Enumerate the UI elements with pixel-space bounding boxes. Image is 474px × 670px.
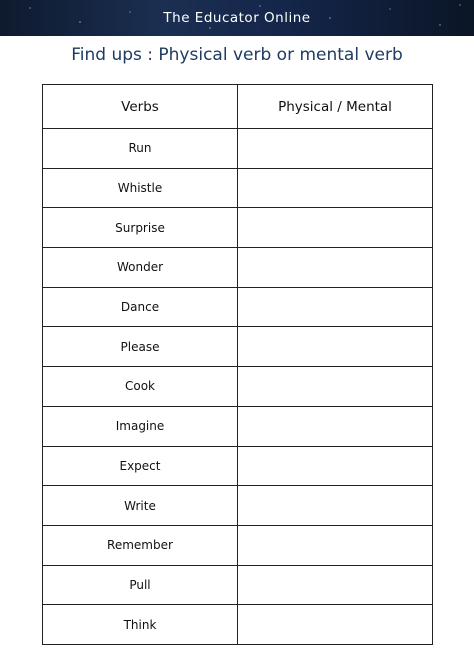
verb-cell: Run — [43, 129, 238, 169]
verb-cell: Cook — [43, 367, 238, 407]
header-banner — [0, 0, 474, 36]
table-row — [43, 446, 433, 486]
table-row — [43, 208, 433, 248]
table-header-row — [43, 85, 433, 129]
answer-cell[interactable] — [238, 129, 433, 169]
answer-cell[interactable] — [238, 208, 433, 248]
answer-cell[interactable] — [238, 565, 433, 605]
answer-cell[interactable] — [238, 446, 433, 486]
answer-cell[interactable] — [238, 367, 433, 407]
verb-cell: Write — [43, 486, 238, 526]
table-row — [43, 565, 433, 605]
table-row — [43, 605, 433, 645]
verb-cell: Surprise — [43, 208, 238, 248]
site-title: The Educator Online — [163, 10, 311, 26]
answer-cell[interactable] — [238, 486, 433, 526]
answer-cell[interactable] — [238, 525, 433, 565]
answer-cell[interactable] — [238, 406, 433, 446]
table-row — [43, 287, 433, 327]
verb-cell: Wonder — [43, 248, 238, 288]
table-row — [43, 168, 433, 208]
answer-cell[interactable] — [238, 287, 433, 327]
verb-cell: Please — [43, 327, 238, 367]
table-row — [43, 327, 433, 367]
table-row — [43, 406, 433, 446]
answer-cell[interactable] — [238, 327, 433, 367]
table-row — [43, 248, 433, 288]
verb-cell: Expect — [43, 446, 238, 486]
verb-cell: Imagine — [43, 406, 238, 446]
verb-cell: Pull — [43, 565, 238, 605]
worksheet-title: Find ups : Physical verb or mental verb — [71, 45, 403, 65]
table-row — [43, 525, 433, 565]
verb-cell: Dance — [43, 287, 238, 327]
table-row — [43, 129, 433, 169]
answer-cell[interactable] — [238, 605, 433, 645]
verb-cell: Whistle — [43, 168, 238, 208]
answer-cell[interactable] — [238, 168, 433, 208]
table-row — [43, 486, 433, 526]
column-header-physical-mental: Physical / Mental — [238, 85, 433, 129]
verb-cell: Think — [43, 605, 238, 645]
answer-cell[interactable] — [238, 248, 433, 288]
table-row — [43, 367, 433, 407]
verb-cell: Remember — [43, 525, 238, 565]
column-header-verbs: Verbs — [43, 85, 238, 129]
verb-table — [42, 84, 433, 645]
